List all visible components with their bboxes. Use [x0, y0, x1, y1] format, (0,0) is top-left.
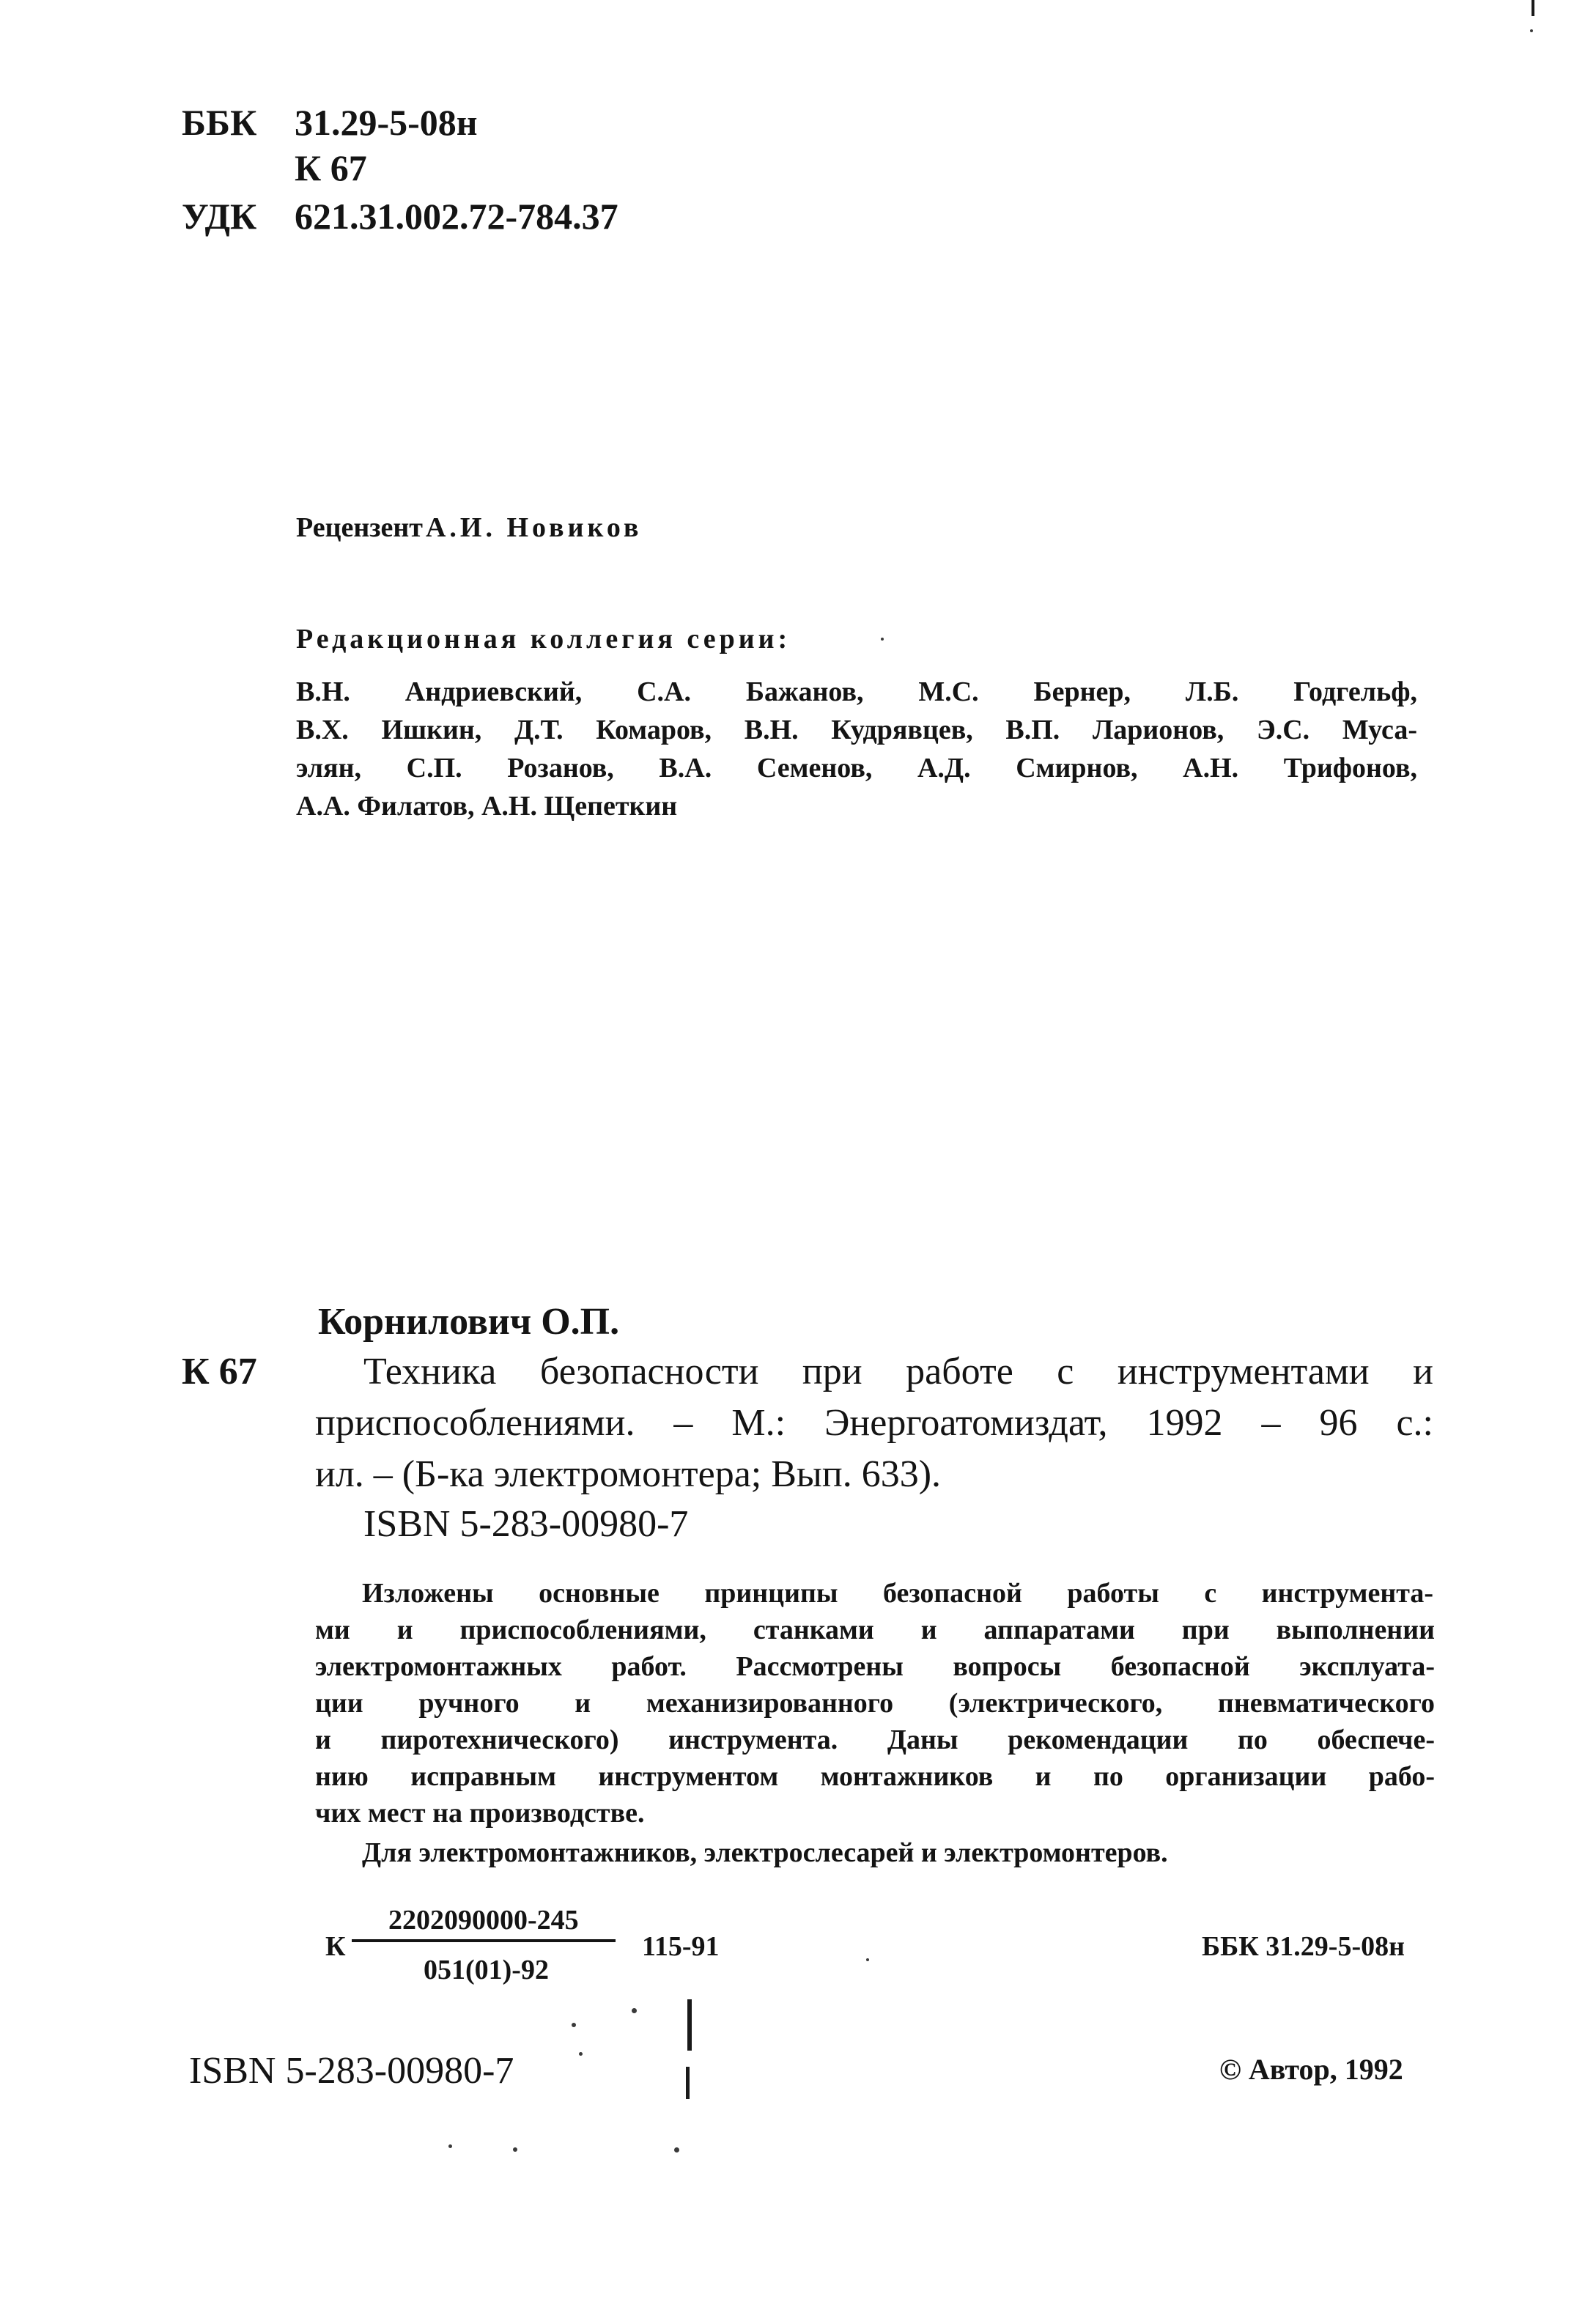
scan-mark	[1532, 0, 1534, 16]
scan-mark	[687, 1999, 692, 2051]
udk-value: 621.31.002.72-784.37	[295, 196, 618, 237]
editorial-board-line: элян, С.П. Розанов, В.А. Семенов, А.Д. Смирнов, А.Н. Трифонов,	[296, 753, 1417, 783]
book-title-line: приспособлениями. – М.: Энергоатомиздат, 1992 – 96 с.:	[315, 1402, 1433, 1444]
udk-label: УДК	[182, 196, 257, 237]
scan-speck	[579, 2052, 583, 2056]
scan-speck	[1530, 29, 1533, 32]
scan-speck	[448, 2144, 452, 2148]
reviewer-label: Рецензент	[296, 512, 423, 543]
fraction-bar	[352, 1939, 616, 1942]
scan-speck	[866, 1958, 869, 1961]
book-isbn: ISBN 5-283-00980-7	[363, 1503, 689, 1545]
publisher-code-denominator: 051(01)-92	[424, 1955, 549, 1985]
copyright: © Автор, 1992	[1219, 2053, 1403, 2086]
isbn-bottom: ISBN 5-283-00980-7	[189, 2050, 514, 2092]
annotation-line: и пиротехнического) инструмента. Даны рекомендации по обеспече-	[315, 1724, 1435, 1755]
publisher-code-letter: К	[325, 1931, 346, 1962]
book-author: Корнилович О.П.	[318, 1301, 620, 1343]
scan-speck	[632, 2008, 637, 2013]
editorial-board-line: В.Х. Ишкин, Д.Т. Комаров, В.Н. Кудрявцев, В.П. Ларионов, Э.С. Муса-	[296, 715, 1417, 745]
scan-speck	[572, 2023, 576, 2027]
annotation-line: нию исправным инструментом монтажников и по организации рабо-	[315, 1761, 1435, 1792]
reviewer-name: А.И. Новиков	[425, 512, 643, 543]
annotation-line: чих мест на производстве.	[315, 1798, 645, 1829]
editorial-board-heading: Редакционная коллегия серии:	[296, 624, 791, 654]
reviewer-line	[296, 512, 642, 544]
publisher-code-suffix: 115-91	[642, 1931, 720, 1962]
scan-speck	[513, 2147, 517, 2152]
annotation-line: Изложены основные принципы безопасной работы с инструмента-	[362, 1578, 1433, 1609]
bbk-bottom: ББК 31.29-5-08н	[1202, 1931, 1405, 1962]
author-mark-entry: К 67	[182, 1351, 257, 1392]
editorial-board-line: А.А. Филатов, А.Н. Щепеткин	[296, 791, 678, 822]
book-title-line: ил. – (Б-ка электромонтера; Вып. 633).	[315, 1453, 942, 1495]
publisher-code-numerator: 2202090000-245	[388, 1905, 579, 1936]
annotation-line: ми и приспособлениями, станками и аппаратами при выполнении	[315, 1615, 1435, 1645]
bbk-value: 31.29-5-08н	[295, 102, 478, 143]
annotation-line: электромонтажных работ. Рассмотрены вопросы безопасной эксплуата-	[315, 1651, 1435, 1682]
bbk-label: ББК	[182, 102, 257, 143]
editorial-board-line: В.Н. Андриевский, С.А. Бажанов, М.С. Бернер, Л.Б. Годгельф,	[296, 676, 1417, 707]
author-mark-top: К 67	[295, 147, 367, 188]
scan-speck	[674, 2147, 679, 2152]
scan-speck	[881, 638, 884, 641]
annotation-audience: Для электромонтажников, электрослесарей и электромонтеров.	[362, 1837, 1168, 1868]
annotation-line: ции ручного и механизированного (электрического, пневматического	[315, 1688, 1435, 1719]
scan-mark	[686, 2067, 690, 2099]
book-title-line: Техника безопасности при работе с инструментами и	[363, 1351, 1433, 1392]
